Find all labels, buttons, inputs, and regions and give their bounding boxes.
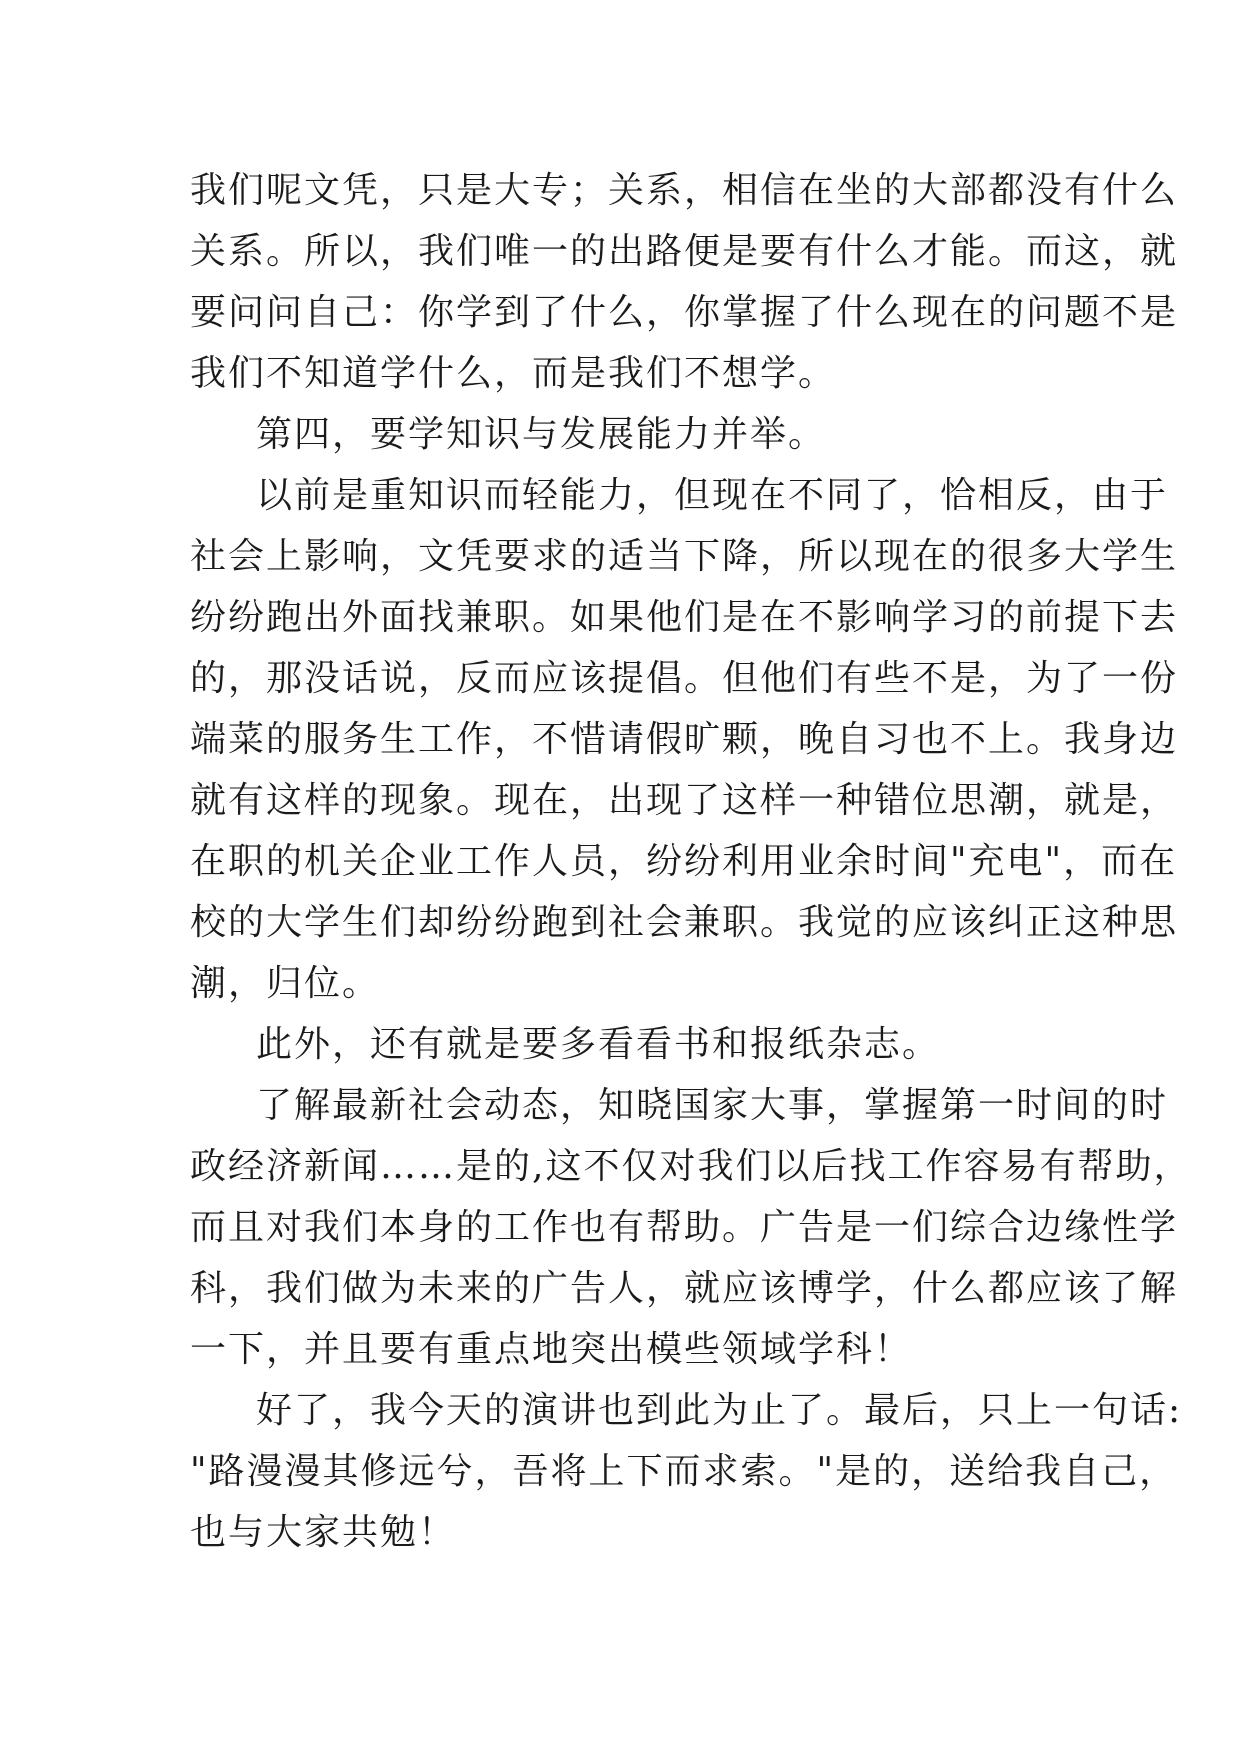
text-line: 关系。所以，我们唯一的出路便是要有什么才能。而这，就 <box>190 231 1179 272</box>
text-line: 了解最新社会动态，知晓国家大事，掌握第一时间的时 <box>256 1085 1169 1126</box>
text-line: 潮，归位。 <box>190 963 381 1004</box>
text-line: 以前是重知识而轻能力，但现在不同了，恰相反，由于 <box>256 475 1169 516</box>
text-line: 我们呢文凭，只是大专；关系，相信在坐的大部都没有什么 <box>190 170 1179 211</box>
text-line: 好了，我今天的演讲也到此为止了。最后，只上一句话: <box>256 1390 1183 1431</box>
section-heading: 第四，要学知识与发展能力并举。 <box>256 414 827 455</box>
text-line: 社会上影响，文凭要求的适当下降，所以现在的很多大学生 <box>190 536 1179 577</box>
text-line: 也与大家共勉！ <box>190 1512 457 1553</box>
text-line: 的，那没话说，反而应该提倡。但他们有些不是，为了一份 <box>190 658 1179 699</box>
body-text <box>190 160 1192 1563</box>
text-line: "路漫漫其修远兮，吾将上下而求索。"是的，送给我自己， <box>190 1451 1178 1492</box>
text-line: 纷纷跑出外面找兼职。如果他们是在不影响学习的前提下去 <box>190 597 1179 638</box>
text-line: 一下，并且要有重点地突出模些领域学科！ <box>190 1329 913 1370</box>
text-line: 此外，还有就是要多看看书和报纸杂志。 <box>256 1024 941 1065</box>
text-line: 校的大学生们却纷纷跑到社会兼职。我觉的应该纠正这种思 <box>190 902 1179 943</box>
text-line: 我们不知道学什么，而是我们不想学。 <box>190 353 837 394</box>
text-line: 要问问自己：你学到了什么，你掌握了什么现在的问题不是 <box>190 292 1179 333</box>
text-line: 就有这样的现象。现在，出现了这样一种错位思潮，就是， <box>190 780 1179 821</box>
text-line: 科，我们做为未来的广告人，就应该博学，什么都应该了解 <box>190 1268 1179 1309</box>
text-line: 而且对我们本身的工作也有帮助。广告是一们综合边缘性学 <box>190 1207 1179 1248</box>
text-line: 政经济新闻……是的,这不仅对我们以后找工作容易有帮助， <box>190 1146 1192 1187</box>
text-line: 在职的机关企业工作人员，纷纷利用业余时间"充电"，而在 <box>190 841 1178 882</box>
text-line: 端菜的服务生工作，不惜请假旷颗，晚自习也不上。我身边 <box>190 719 1179 760</box>
